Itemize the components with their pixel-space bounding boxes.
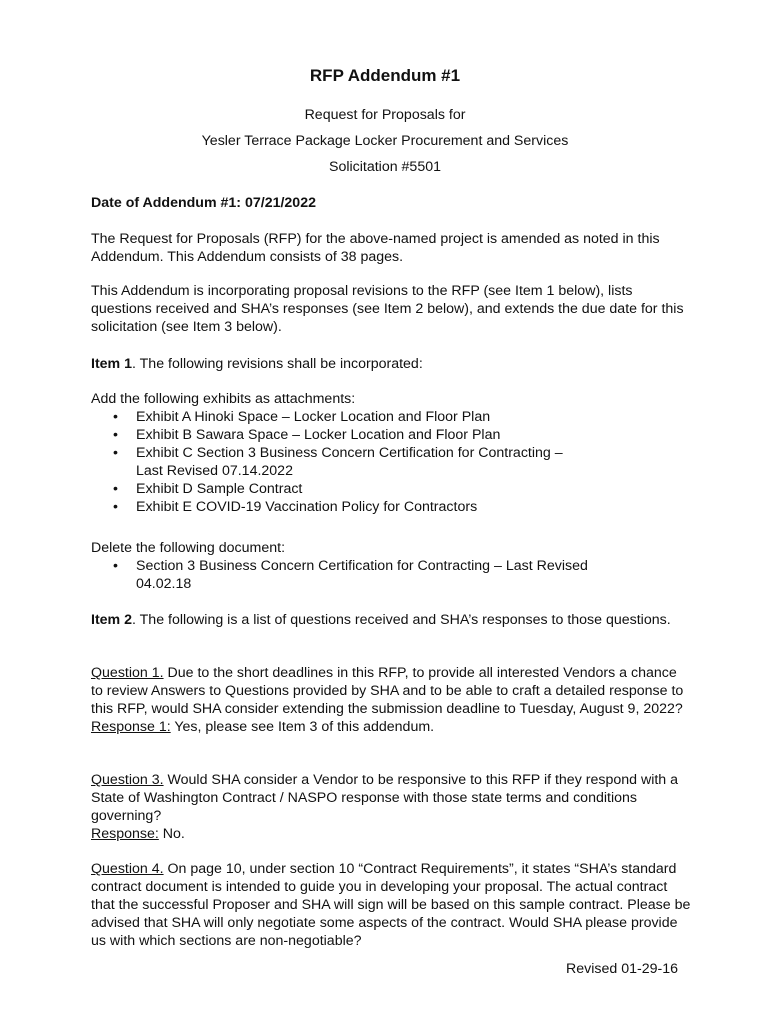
item-1-label: Item 1	[91, 356, 133, 372]
bullet-icon: •	[113, 409, 118, 425]
bullet-icon: •	[113, 427, 118, 443]
question-4	[91, 860, 691, 950]
item-1-paragraph	[91, 355, 691, 373]
exhibit-b: Exhibit B Sawara Space – Locker Location and Floor Plan	[136, 427, 501, 443]
exhibit-a: Exhibit A Hinoki Space – Locker Location and Floor Plan	[136, 409, 491, 425]
response-3-text: No.	[158, 826, 185, 842]
question-1-block	[91, 664, 691, 736]
exhibit-list	[91, 408, 691, 516]
item-1-text: . The following revisions shall be incorporated:	[132, 356, 423, 372]
response-3	[91, 825, 691, 843]
subtitle-line-2: Yesler Terrace Package Locker Procurement and Services	[201, 133, 569, 149]
question-3	[91, 771, 691, 825]
list-item	[91, 557, 691, 593]
item-2-label: Item 2	[91, 612, 133, 628]
question-1	[91, 664, 691, 718]
add-exhibits-heading: Add the following exhibits as attachments:	[91, 391, 356, 407]
list-item	[91, 408, 691, 426]
exhibit-e: Exhibit E COVID-19 Vaccination Policy for Contractors	[136, 499, 478, 515]
response-1-text: Yes, please see Item 3 of this addendum.	[170, 719, 435, 735]
question-4-block	[91, 860, 691, 950]
question-4-text: On page 10, under section 10 “Contract Requirements”, it states “SHA’s standard contract document is intended to guide you in developing your proposal. The actual contract that the successful Proposer and SHA will sign will be based on this sample contract. Please be advised that SHA will only negotiate some aspects of the contract. Would SHA please provide us with which sections are non-negotiable?	[91, 861, 691, 949]
document-title: RFP Addendum #1	[309, 66, 461, 85]
deleted-list	[91, 557, 691, 593]
revision-footer: Revised 01-29-16	[566, 961, 678, 977]
question-3-block	[91, 771, 691, 843]
exhibit-d: Exhibit D Sample Contract	[136, 481, 303, 497]
question-1-label: Question 1.	[91, 665, 164, 681]
bullet-icon: •	[113, 481, 118, 497]
bullet-icon: •	[113, 445, 118, 461]
question-4-label: Question 4.	[91, 861, 164, 877]
add-exhibits-section	[91, 390, 691, 516]
intro-paragraph-1: The Request for Proposals (RFP) for the above-named project is amended as noted in this Addendum. This Addendum consists of 38 pages.	[91, 231, 660, 265]
list-item	[91, 480, 691, 498]
response-3-label: Response:	[91, 826, 159, 842]
item-2-paragraph	[91, 611, 691, 629]
response-1-label: Response 1:	[91, 719, 171, 735]
bullet-icon: •	[113, 499, 118, 515]
question-1-text: Due to the short deadlines in this RFP, to provide all interested Vendors a chance to review Answers to Questions provided by SHA and to be able to craft a detailed response to this RFP, would SHA consider extending the submission deadline to Tuesday, August 9, 2022?	[91, 665, 684, 717]
addendum-date: Date of Addendum #1: 07/21/2022	[91, 195, 316, 211]
bullet-icon: •	[113, 558, 118, 574]
response-1	[91, 718, 691, 736]
list-item	[91, 498, 691, 516]
question-3-text: Would SHA consider a Vendor to be responsive to this RFP if they respond with a State of Washington Contract / NASPO response with those state terms and conditions governing?	[91, 772, 679, 824]
delete-document-section	[91, 539, 691, 593]
question-3-label: Question 3.	[91, 772, 164, 788]
delete-document-heading: Delete the following document:	[91, 540, 286, 556]
deleted-document: Section 3 Business Concern Certification for Contracting – Last Revised 04.02.18	[136, 558, 588, 592]
list-item	[91, 444, 691, 480]
exhibit-c: Exhibit C Section 3 Business Concern Certification for Contracting – Last Revised 07.14.2022	[136, 445, 563, 479]
subtitle-line-1: Request for Proposals for	[304, 107, 466, 123]
list-item	[91, 426, 691, 444]
subtitle-line-3: Solicitation #5501	[328, 159, 441, 175]
item-2-text: . The following is a list of questions received and SHA’s responses to those questions.	[132, 612, 671, 628]
intro-paragraph-2: This Addendum is incorporating proposal revisions to the RFP (see Item 1 below), lists questions received and SHA’s responses (see Item 2 below), and extends the due date for this solicitation (see Item 3 below).	[91, 283, 684, 335]
